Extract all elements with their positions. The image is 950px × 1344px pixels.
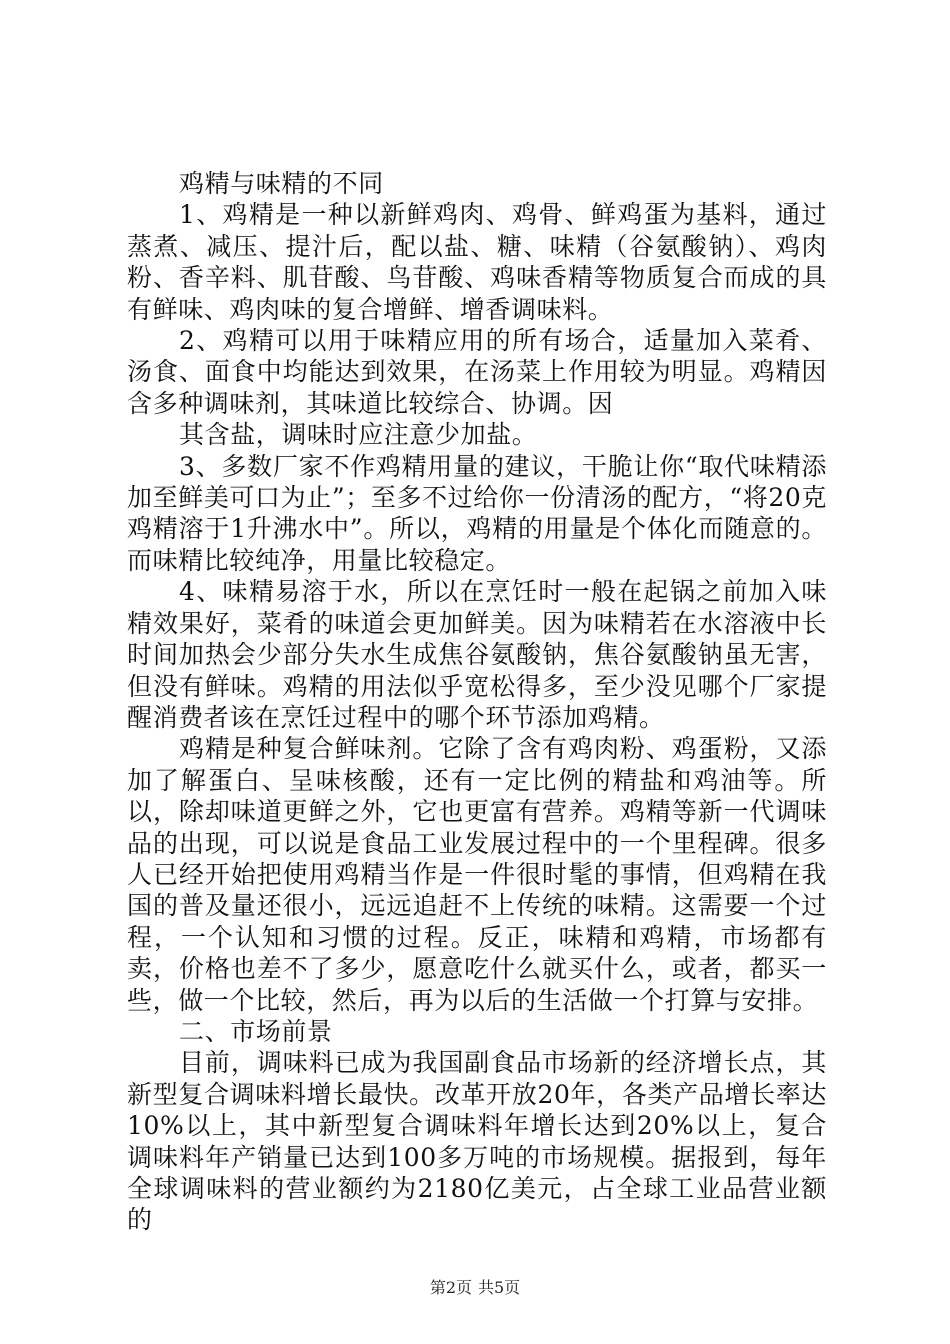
paragraph: 1、鸡精是一种以新鲜鸡肉、鸡骨、鲜鸡蛋为基料，通过蒸煮、减压、提汁后，配以盐、糖、味精（谷氨酸钠）、鸡肉粉、香辛料、肌苷酸、鸟苷酸、鸡味香精等物质复合而成的具有鲜味、鸡肉味的复合增鲜、增香调味料。: [127, 200, 827, 324]
page-number: 第2页: [429, 1278, 472, 1297]
document-body: [127, 168, 827, 1236]
paragraph: 其含盐，调味时应注意少加盐。: [179, 420, 538, 450]
paragraph: 3、多数厂家不作鸡精用量的建议，干脆让你“取代味精添加至鲜美可口为止”；至多不过给你一份清汤的配方，“将20克鸡精溶于1升沸水中”。所以，鸡精的用量是个体化而随意的。而味精比较纯净，用量比较稳定。: [127, 451, 827, 575]
section-title: 鸡精与味精的不同: [179, 169, 384, 198]
paragraph: 2、鸡精可以用于味精应用的所有场合，适量加入菜肴、汤食、面食中均能达到效果，在汤菜上作用较为明显。鸡精因含多种调味剂，其味道比较综合、协调。因: [127, 326, 827, 418]
paragraph: 目前，调味料已成为我国副食品市场新的经济增长点，其新型复合调味料增长最快。改革开放20年，各类产品增长率达10%以上，其中新型复合调味料年增长达到20%以上，复合调味料年产销量已达到100多万吨的市场规模。据报到，每年全球调味料的营业额约为2180亿美元，占全球工业品营业额的: [127, 1048, 827, 1235]
page-footer: [0, 1278, 950, 1298]
paragraph: 鸡精是种复合鲜味剂。它除了含有鸡肉粉、鸡蛋粉，又添加了解蛋白、呈味核酸，还有一定比例的精盐和鸡油等。所以，除却味道更鲜之外，它也更富有营养。鸡精等新一代调味品的出现，可以说是食品工业发展过程中的一个里程碑。很多人已经开始把使用鸡精当作是一件很时髦的事情，但鸡精在我国的普及量还很小，远远追赶不上传统的味精。这需要一个过程，一个认知和习惯的过程。反正，味精和鸡精，市场都有卖，价格也差不了多少，愿意吃什么就买什么，或者，都买一些，做一个比较，然后，再为以后的生活做一个打算与安排。: [127, 734, 827, 1015]
page-total: 共5页: [478, 1278, 521, 1297]
section-heading: 二、市场前景: [179, 1016, 333, 1046]
paragraph: 4、味精易溶于水，所以在烹饪时一般在起锅之前加入味精效果好，菜肴的味道会更加鲜美。因为味精若在水溶液中长时间加热会少部分失水生成焦谷氨酸钠，焦谷氨酸钠虽无害，但没有鲜味。鸡精的用法似乎宽松得多，至少没见哪个厂家提醒消费者该在烹饪过程中的哪个环节添加鸡精。: [127, 577, 827, 732]
